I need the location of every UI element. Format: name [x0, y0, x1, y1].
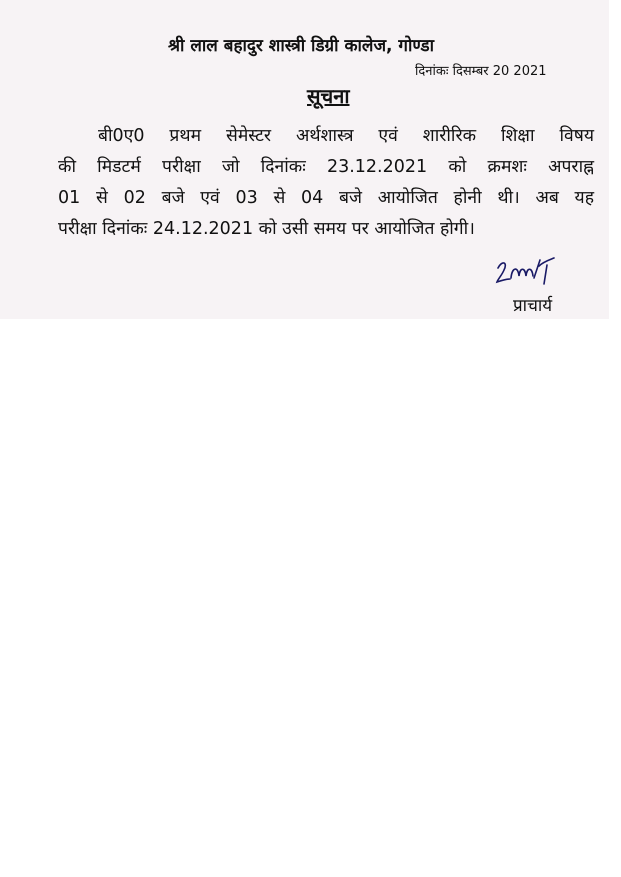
scanned-notice: [0, 0, 609, 319]
notice-body-line: परीक्षा दिनांकः 24.12.2021 को उसी समय पर आयोजित होगी।: [58, 219, 475, 239]
notice-heading: सूचना: [307, 84, 350, 108]
notice-body-line: बी0ए0 प्रथम सेमेस्टर अर्थशास्त्र एवं शारीरिक शिक्षा विषय: [98, 126, 594, 146]
notice-date: दिनांकः दिसम्बर 20 2021: [415, 64, 547, 79]
college-name: श्री लाल बहादुर शास्त्री डिग्री कालेज, गोण्डा: [168, 36, 434, 56]
notice-body-line: 01 से 02 बजे एवं 03 से 04 बजे आयोजित होनी थी। अब यह: [58, 188, 594, 208]
notice-body-line: की मिडटर्म परीक्षा जो दिनांकः 23.12.2021 को क्रमशः अपराह्न: [58, 157, 594, 177]
principal-designation: प्राचार्य: [513, 296, 553, 316]
principal-signature: [494, 254, 558, 288]
